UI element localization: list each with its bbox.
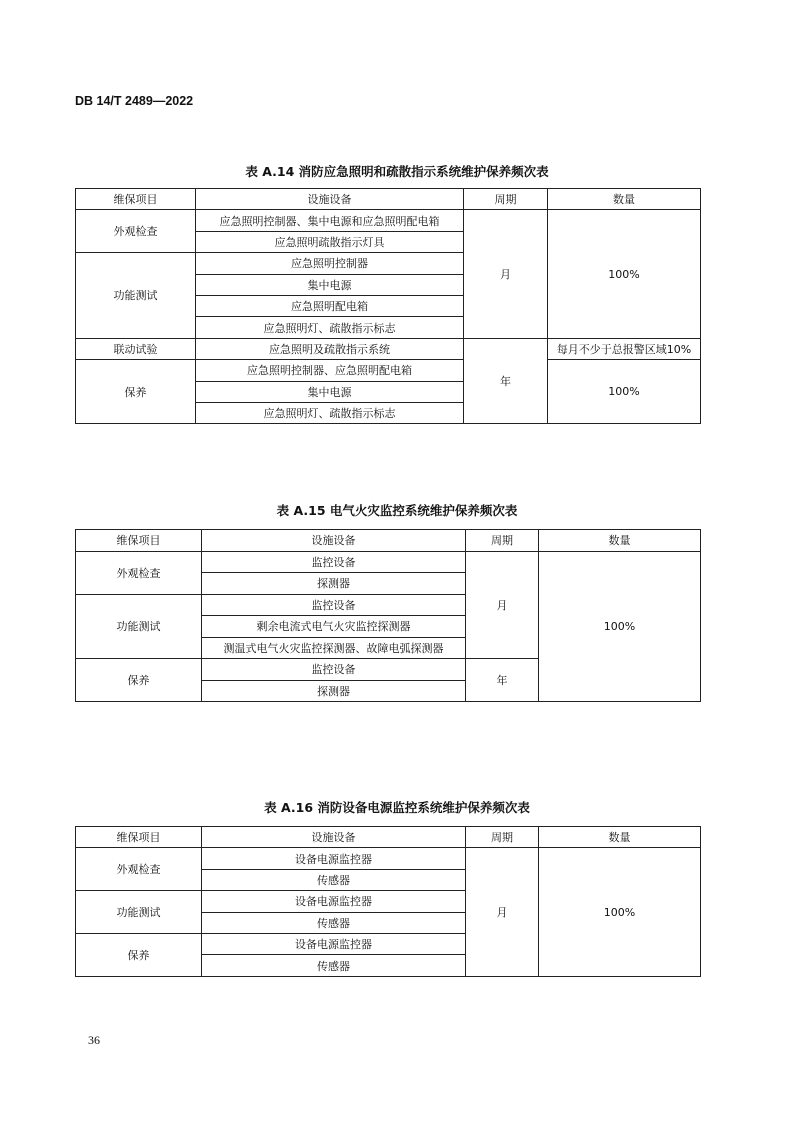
- item-cell: 外观检查: [76, 210, 196, 253]
- header-period: 周期: [464, 189, 548, 210]
- equipment-cell: 传感器: [202, 912, 466, 933]
- equipment-cell: 设备电源监控器: [202, 933, 466, 954]
- table-row: [76, 338, 701, 359]
- equipment-cell: 监控设备: [202, 659, 466, 681]
- table-header-row: [76, 827, 701, 848]
- quantity-cell: 100%: [548, 360, 701, 424]
- table-header-row: [76, 189, 701, 210]
- quantity-cell: 100%: [539, 848, 701, 976]
- period-cell: 年: [464, 338, 548, 424]
- equipment-cell: 应急照明及疏散指示系统: [196, 338, 464, 359]
- equipment-cell: 应急照明疏散指示灯具: [196, 231, 464, 252]
- page-number: 36: [88, 1033, 100, 1047]
- table-a14-caption: 表 A.14 消防应急照明和疏散指示系统维护保养频次表: [245, 164, 549, 179]
- period-cell: 月: [466, 551, 539, 659]
- header-quantity: 数量: [539, 827, 701, 848]
- equipment-cell: 设备电源监控器: [202, 891, 466, 912]
- item-cell: 保养: [76, 659, 202, 702]
- table-a15-caption: 表 A.15 电气火灾监控系统维护保养频次表: [276, 503, 518, 518]
- equipment-cell: 监控设备: [202, 594, 466, 616]
- item-cell: 功能测试: [76, 253, 196, 339]
- table-row: [76, 551, 701, 573]
- header-period: 周期: [466, 827, 539, 848]
- equipment-cell: 传感器: [202, 955, 466, 976]
- item-cell: 保养: [76, 933, 202, 976]
- header-item: 维保项目: [76, 530, 202, 552]
- period-cell: 月: [466, 848, 539, 976]
- quantity-cell: 每月不少于总报警区域10%: [548, 338, 701, 359]
- equipment-cell: 应急照明配电箱: [196, 295, 464, 316]
- equipment-cell: 剩余电流式电气火灾监控探测器: [202, 616, 466, 638]
- quantity-cell: 100%: [539, 551, 701, 702]
- table-a15: [75, 529, 701, 702]
- table-row: [76, 360, 701, 381]
- table-row: [76, 210, 701, 231]
- equipment-cell: 集中电源: [196, 274, 464, 295]
- equipment-cell: 应急照明灯、疏散指示标志: [196, 317, 464, 338]
- equipment-cell: 应急照明灯、疏散指示标志: [196, 402, 464, 423]
- header-quantity: 数量: [548, 189, 701, 210]
- period-cell: 月: [464, 210, 548, 338]
- equipment-cell: 监控设备: [202, 551, 466, 573]
- header-item: 维保项目: [76, 827, 202, 848]
- equipment-cell: 应急照明控制器、集中电源和应急照明配电箱: [196, 210, 464, 231]
- equipment-cell: 探测器: [202, 680, 466, 702]
- header-period: 周期: [466, 530, 539, 552]
- header-item: 维保项目: [76, 189, 196, 210]
- header-equipment: 设施设备: [202, 827, 466, 848]
- item-cell: 外观检查: [76, 848, 202, 891]
- quantity-cell: 100%: [548, 210, 701, 338]
- item-cell: 保养: [76, 360, 196, 424]
- equipment-cell: 测温式电气火灾监控探测器、故障电弧探测器: [202, 637, 466, 659]
- header-equipment: 设施设备: [196, 189, 464, 210]
- equipment-cell: 应急照明控制器、应急照明配电箱: [196, 360, 464, 381]
- item-cell: 联动试验: [76, 338, 196, 359]
- period-cell: 年: [466, 659, 539, 702]
- table-header-row: [76, 530, 701, 552]
- item-cell: 功能测试: [76, 594, 202, 659]
- header-equipment: 设施设备: [202, 530, 466, 552]
- item-cell: 功能测试: [76, 891, 202, 934]
- equipment-cell: 应急照明控制器: [196, 253, 464, 274]
- equipment-cell: 探测器: [202, 573, 466, 595]
- equipment-cell: 集中电源: [196, 381, 464, 402]
- document-id: DB 14/T 2489—2022: [75, 94, 194, 108]
- table-a16: [75, 826, 701, 977]
- equipment-cell: 设备电源监控器: [202, 848, 466, 869]
- header-quantity: 数量: [539, 530, 701, 552]
- table-a14: [75, 188, 701, 424]
- table-row: [76, 848, 701, 869]
- equipment-cell: 传感器: [202, 869, 466, 890]
- item-cell: 外观检查: [76, 551, 202, 594]
- table-a16-caption: 表 A.16 消防设备电源监控系统维护保养频次表: [264, 800, 530, 815]
